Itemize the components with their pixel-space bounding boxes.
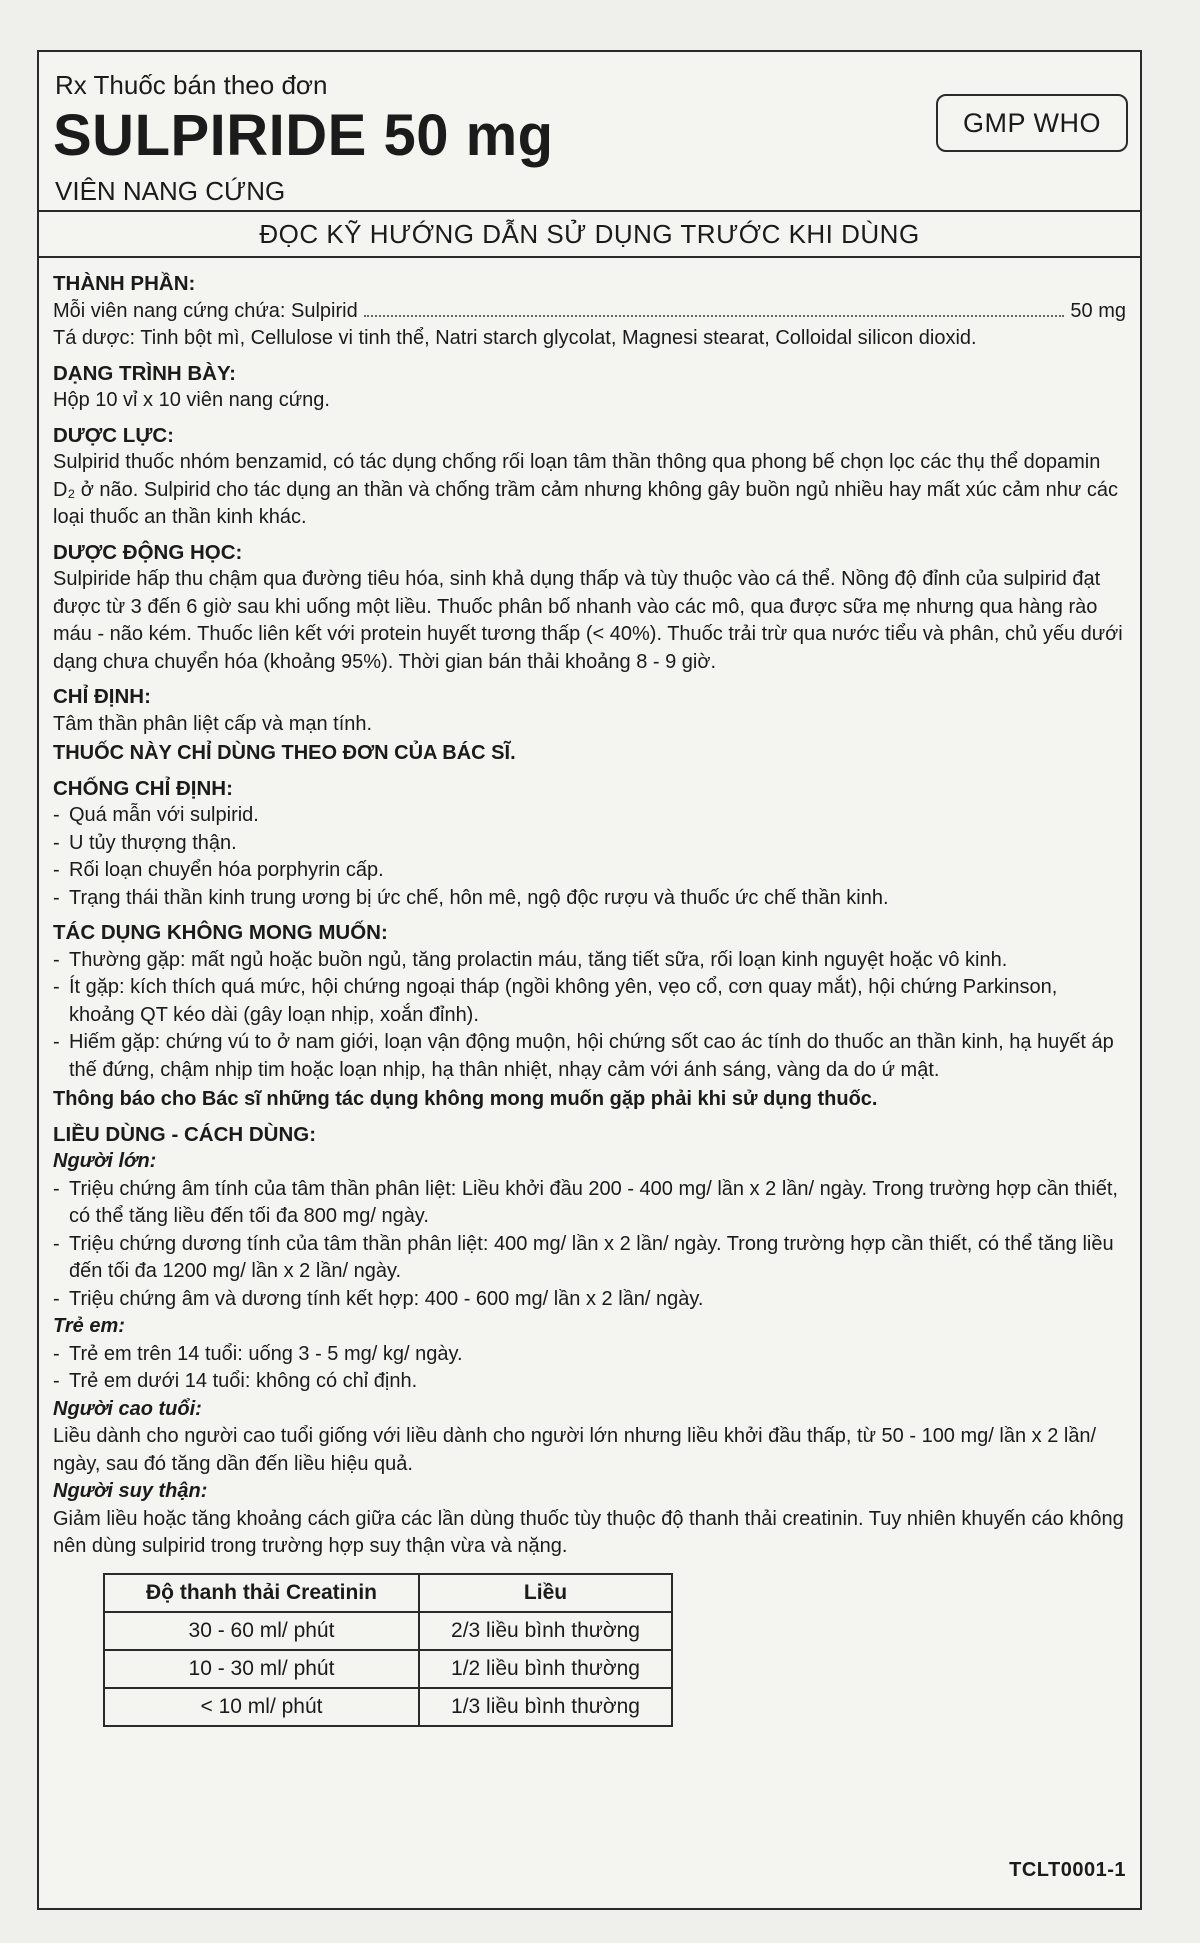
table-header-row <box>104 1574 672 1612</box>
dosage-form: VIÊN NANG CỨNG <box>55 176 286 206</box>
pharmacodynamics-heading: DƯỢC LỰC: <box>53 423 174 447</box>
active-ingredient-label: Mỗi viên nang cứng chứa: Sulpirid <box>53 299 358 322</box>
pharmacokinetics-text: Sulpiride hấp thu chậm qua đường tiêu hóa, sinh khả dụng thấp và tùy thuộc vào cá thể. Nồng độ đỉnh của sulpirid đạt được từ 3 đến 6 giờ sau khi uống một liều. Thuốc phân bố nhanh vào các mô, qua được sữa mẹ nhưng qua hàng rào máu - não kém. Thuốc liên kết với protein huyết tương thấp (< 40%). Thuốc trải trừ qua nước tiểu và phân, chủ yếu dưới dạng chưa chuyển hóa (khoảng 95%). Thời gian bán thải khoảng 8 - 9 giờ. <box>53 568 1123 673</box>
children-dosage-list <box>53 1341 1126 1396</box>
elderly-subheading: Người cao tuổi: <box>53 1397 202 1420</box>
column-header-dose: Liều <box>419 1574 672 1612</box>
list-item: - Trẻ em trên 14 tuổi: uống 3 - 5 mg/ kg/ ngày. <box>53 1341 1126 1369</box>
pharmacokinetics-heading: DƯỢC ĐỘNG HỌC: <box>53 540 243 564</box>
list-item: - Thường gặp: mất ngủ hoặc buồn ngủ, tăng prolactin máu, tăng tiết sữa, rối loạn kinh nguyệt hoặc vô kinh. <box>53 947 1126 975</box>
leaflet-content <box>39 258 1140 1727</box>
indications-heading: CHỈ ĐỊNH: <box>53 685 151 708</box>
list-item: - Ít gặp: kích thích quá mức, hội chứng ngoại tháp (ngồi không yên, vẹo cổ, cơn quay mắt), hội chứng Parkinson, khoảng QT kéo dài (gây loạn nhịp, xoắn đỉnh). <box>53 974 1126 1029</box>
excipients-text: Tá dược: Tinh bột mì, Cellulose vi tinh thể, Natri starch glycolat, Magnesi stearat, Colloidal silicon dioxid. <box>53 327 977 349</box>
table-cell: 1/2 liều bình thường <box>419 1650 672 1688</box>
renal-subheading: Người suy thận: <box>53 1480 208 1502</box>
document-code: TCLT0001-1 <box>1009 1859 1126 1881</box>
list-item: - Triệu chứng dương tính của tâm thần phân liệt: 400 mg/ lần x 2 lần/ ngày. Trong trường hợp cần thiết, có thể tăng liều đến tối đa 1200 mg/ lần x 2 lần/ ngày. <box>53 1231 1126 1286</box>
presentation-heading: DẠNG TRÌNH BÀY: <box>53 361 236 385</box>
dotted-leader <box>364 315 1065 317</box>
gmp-badge: GMP WHO <box>936 94 1128 152</box>
list-item: - Trẻ em dưới 14 tuổi: không có chỉ định. <box>53 1368 1126 1396</box>
side-effects-heading: TÁC DỤNG KHÔNG MONG MUỐN: <box>53 921 388 944</box>
leaflet-sheet <box>37 50 1142 1910</box>
side-effects-list <box>53 947 1126 1085</box>
table-row <box>104 1612 672 1650</box>
read-instructions-warning: ĐỌC KỸ HƯỚNG DẪN SỬ DỤNG TRƯỚC KHI DÙNG <box>39 212 1140 258</box>
table-cell: 30 - 60 ml/ phút <box>104 1612 419 1650</box>
list-item: - Trạng thái thần kinh trung ương bị ức chế, hôn mê, ngộ độc rượu và thuốc ức chế thần kinh. <box>53 885 1126 913</box>
contraindications-list <box>53 802 1126 912</box>
dosage-heading: LIỀU DÙNG - CÁCH DÙNG: <box>53 1122 317 1146</box>
active-ingredient-amount: 50 mg <box>1070 299 1126 322</box>
active-ingredient-line <box>53 298 1126 326</box>
table-cell: < 10 ml/ phút <box>104 1688 419 1726</box>
rx-label: Rx Thuốc bán theo đơn <box>55 70 328 100</box>
composition-heading: THÀNH PHẦN: <box>53 272 196 295</box>
column-header-creatinine: Độ thanh thải Creatinin <box>104 1574 419 1612</box>
renal-dosage-text: Giảm liều hoặc tăng khoảng cách giữa các lần dùng thuốc tùy thuộc độ thanh thải creatinin. Tuy nhiên khuyến cáo không nên dùng sulpirid trong trường hợp suy thận vừa và nặng. <box>53 1507 1124 1557</box>
table-row <box>104 1688 672 1726</box>
adults-subheading: Người lớn: <box>53 1150 157 1172</box>
list-item: - Hiếm gặp: chứng vú to ở nam giới, loạn vận động muộn, hội chứng sốt cao ác tính do thuốc an thần kinh, hạ huyết áp thế đứng, chậm nhịp tim hoặc loạn nhịp, hạ thân nhiệt, nhạy cảm với ánh sáng, vàng da do ứ mật. <box>53 1029 1126 1084</box>
list-item: - Triệu chứng âm tính của tâm thần phân liệt: Liều khởi đầu 200 - 400 mg/ lần x 2 lần/ ngày. Trong trường hợp cần thiết, có thể tăng liều đến tối đa 800 mg/ ngày. <box>53 1176 1126 1231</box>
table-cell: 10 - 30 ml/ phút <box>104 1650 419 1688</box>
list-item: - U tủy thượng thận. <box>53 830 1126 858</box>
adults-dosage-list <box>53 1176 1126 1314</box>
pharmacodynamics-text: Sulpirid thuốc nhóm benzamid, có tác dụng chống rối loạn tâm thần thông qua phong bế chọn lọc các thụ thể dopamin D₂ ở não. Sulpirid cho tác dụng an thần và chống trầm cảm nhưng không gây buồn ngủ nhiều hay mất xúc cảm như các loại thuốc an thần kinh khác. <box>53 451 1118 528</box>
list-item: - Quá mẫn với sulpirid. <box>53 802 1126 830</box>
list-item: - Rối loạn chuyển hóa porphyrin cấp. <box>53 857 1126 885</box>
side-effects-notice: Thông báo cho Bác sĩ những tác dụng không mong muốn gặp phải khi sử dụng thuốc. <box>53 1088 878 1110</box>
children-subheading: Trẻ em: <box>53 1315 125 1337</box>
contraindications-heading: CHỐNG CHỈ ĐỊNH: <box>53 776 233 800</box>
table-cell: 1/3 liều bình thường <box>419 1688 672 1726</box>
list-item: - Triệu chứng âm và dương tính kết hợp: 400 - 600 mg/ lần x 2 lần/ ngày. <box>53 1286 1126 1314</box>
renal-dose-table <box>103 1573 673 1727</box>
table-row <box>104 1650 672 1688</box>
table-cell: 2/3 liều bình thường <box>419 1612 672 1650</box>
indications-text: Tâm thần phân liệt cấp và mạn tính. <box>53 712 373 735</box>
leaflet-header <box>39 52 1140 212</box>
elderly-dosage-text: Liều dành cho người cao tuổi giống với liều dành cho người lớn nhưng liều khởi đầu thấp, từ 50 - 100 mg/ lần x 2 lần/ ngày, sau đó tăng dần đến liều hiệu quả. <box>53 1425 1097 1475</box>
prescription-only-note: THUỐC NÀY CHỈ DÙNG THEO ĐƠN CỦA BÁC SĨ. <box>53 742 516 764</box>
presentation-text: Hộp 10 vỉ x 10 viên nang cứng. <box>53 389 330 411</box>
product-name: SULPIRIDE 50 mg <box>53 103 554 168</box>
